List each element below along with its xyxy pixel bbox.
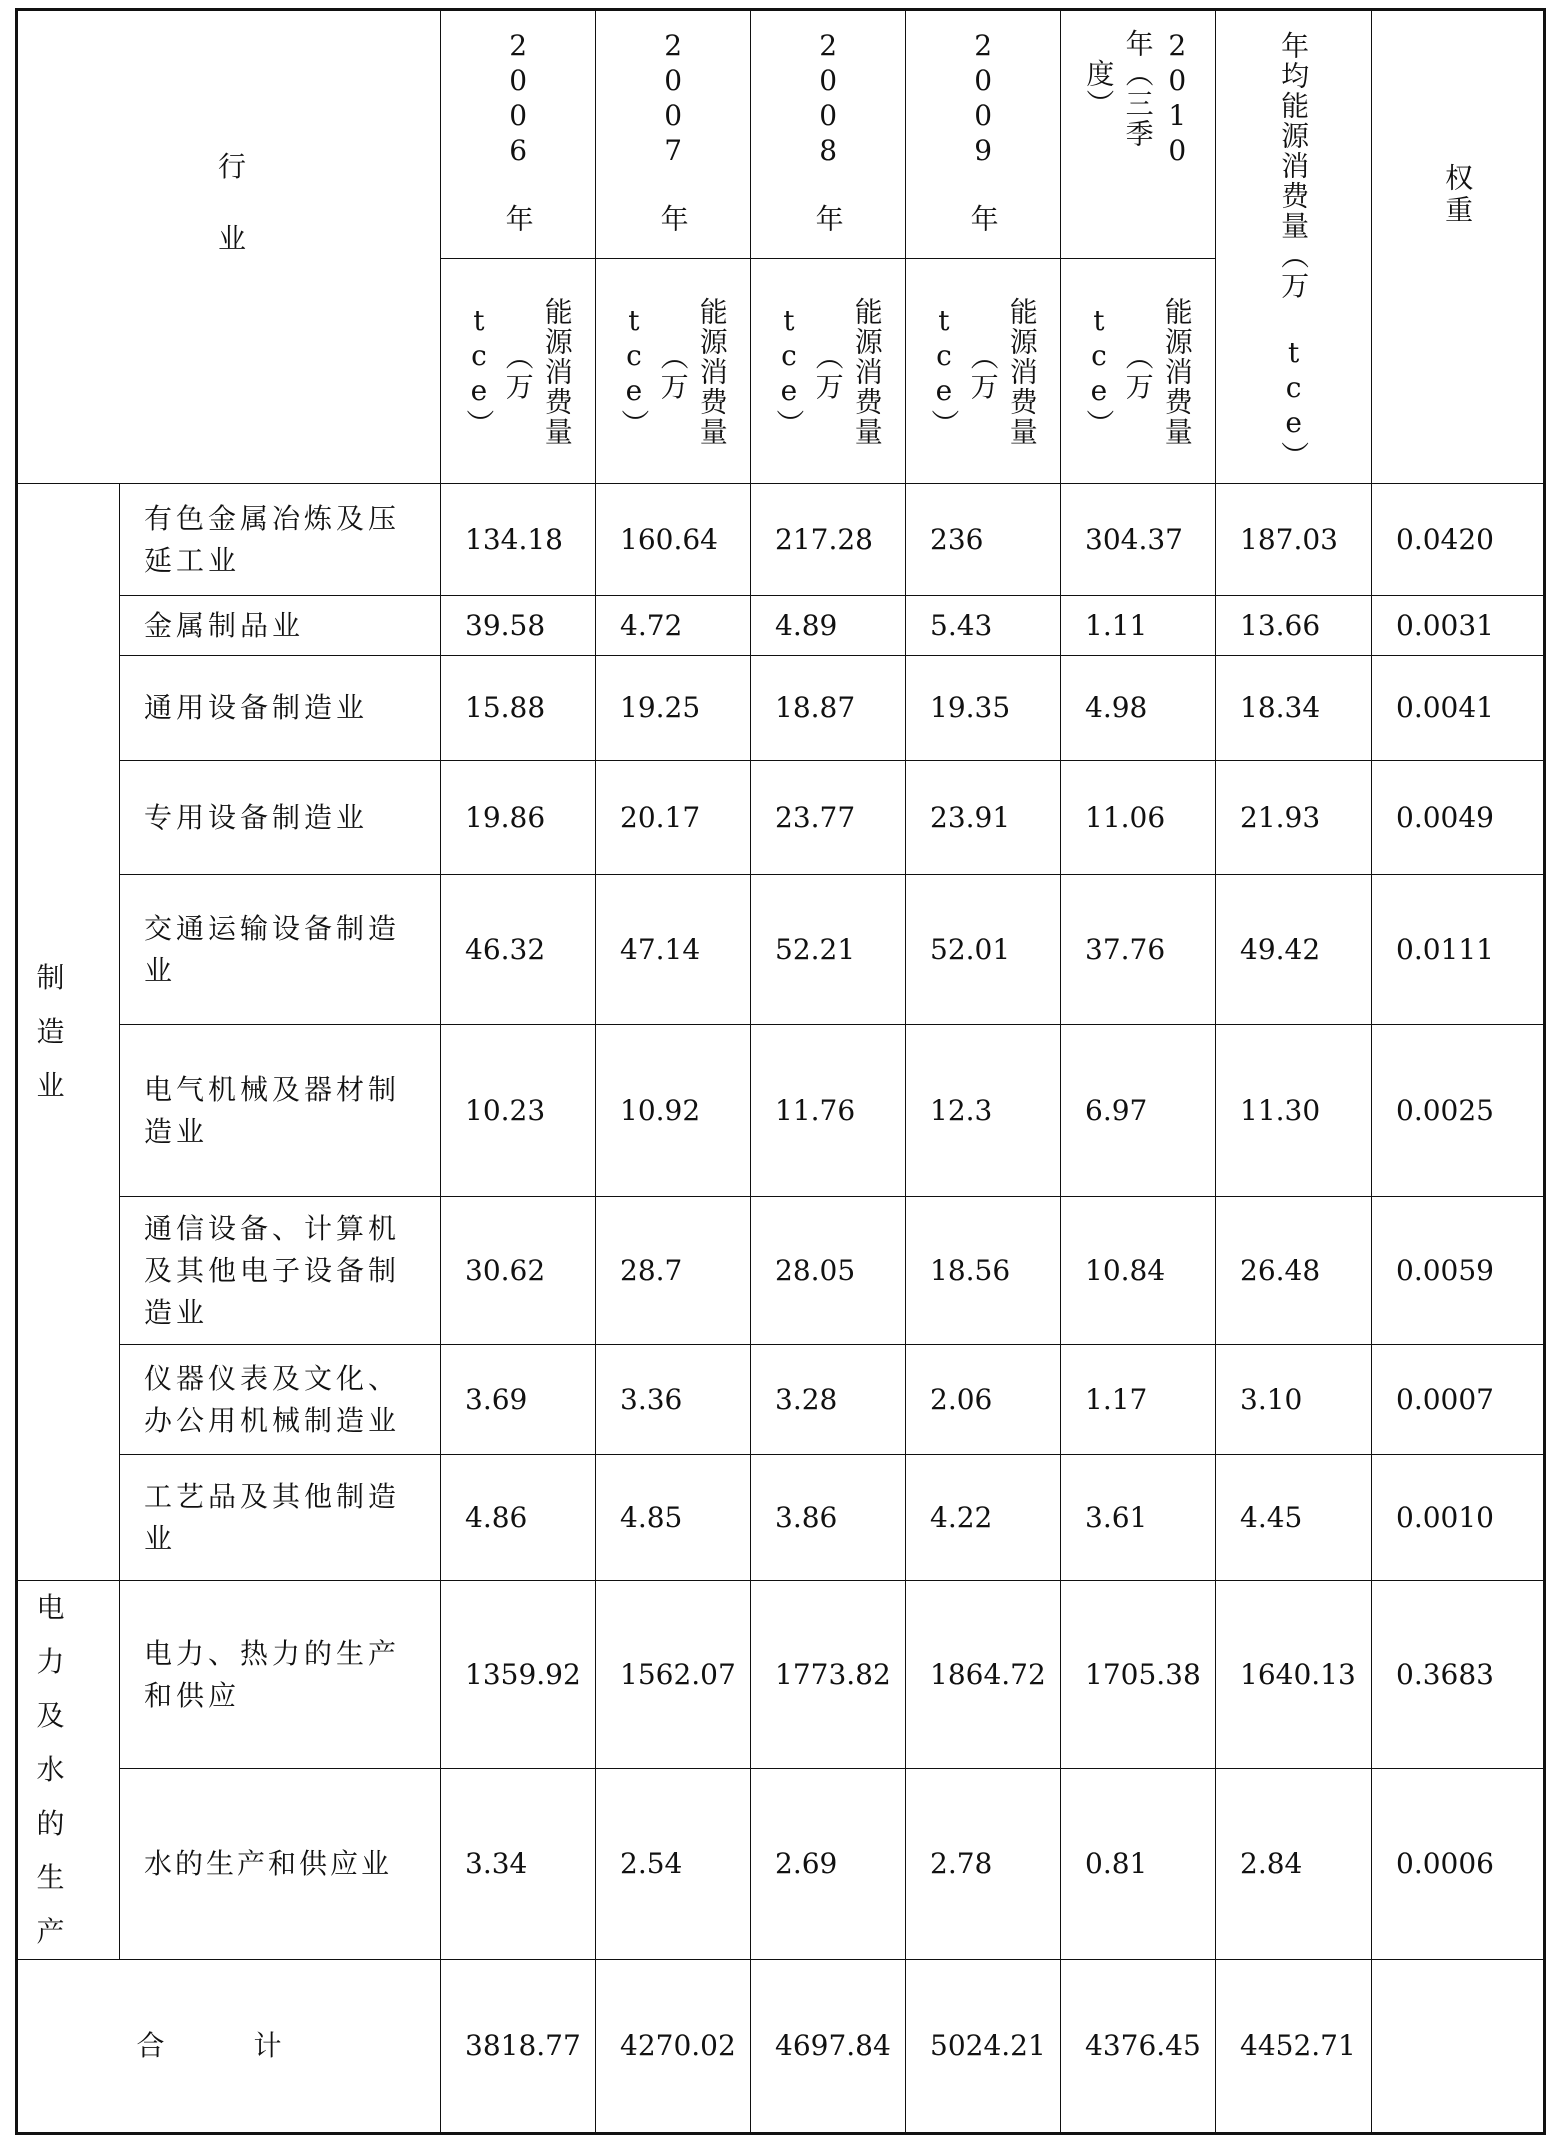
value-2006: 10.23 (441, 1025, 596, 1197)
value-2006: 30.62 (441, 1197, 596, 1345)
industry-name: 交通运输设备制造业 (120, 875, 441, 1025)
value-weight: 0.0041 (1372, 656, 1545, 761)
value-2007: 10.92 (596, 1025, 751, 1197)
table-row (17, 484, 1545, 596)
value-2010: 3.61 (1061, 1455, 1216, 1581)
value-weight: 0.0031 (1372, 596, 1545, 656)
total-2010: 4376.45 (1061, 1960, 1216, 2134)
table-row (17, 1769, 1545, 1960)
value-2008: 23.77 (751, 761, 906, 875)
value-avg: 187.03 (1216, 484, 1372, 596)
table-row (17, 656, 1545, 761)
value-2008: 3.28 (751, 1345, 906, 1455)
value-2008: 217.28 (751, 484, 906, 596)
year-header-2007: 2007 年 (596, 10, 751, 259)
industry-name: 水的生产和供应业 (120, 1769, 441, 1960)
unit-header-2010: 能源消费量（万 tce） (1061, 258, 1216, 483)
value-2007: 20.17 (596, 761, 751, 875)
energy-consumption-table (15, 8, 1546, 2135)
industry-header-cell (17, 10, 441, 484)
value-weight: 0.0059 (1372, 1197, 1545, 1345)
table-row (17, 1025, 1545, 1197)
value-2009: 12.3 (906, 1025, 1061, 1197)
weight-header: 权重 (1372, 10, 1545, 484)
table-row (17, 1345, 1545, 1455)
value-2010: 11.06 (1061, 761, 1216, 875)
value-weight: 0.3683 (1372, 1581, 1545, 1769)
value-avg: 11.30 (1216, 1025, 1372, 1197)
value-2006: 15.88 (441, 656, 596, 761)
table-row (17, 761, 1545, 875)
value-2008: 3.86 (751, 1455, 906, 1581)
year-header-2009: 2009 年 (906, 10, 1061, 259)
table-row (17, 1455, 1545, 1581)
value-weight: 0.0420 (1372, 484, 1545, 596)
value-2009: 236 (906, 484, 1061, 596)
value-2007: 2.54 (596, 1769, 751, 1960)
value-2009: 19.35 (906, 656, 1061, 761)
unit-header-2006: 能源消费量（万 tce） (441, 258, 596, 483)
value-2010: 37.76 (1061, 875, 1216, 1025)
value-avg: 49.42 (1216, 875, 1372, 1025)
header-row-years (17, 10, 1545, 259)
table-row (17, 1581, 1545, 1769)
value-2006: 4.86 (441, 1455, 596, 1581)
value-2006: 39.58 (441, 596, 596, 656)
value-avg: 18.34 (1216, 656, 1372, 761)
value-2006: 19.86 (441, 761, 596, 875)
total-2006: 3818.77 (441, 1960, 596, 2134)
value-2010: 0.81 (1061, 1769, 1216, 1960)
value-2010: 1705.38 (1061, 1581, 1216, 1769)
industry-name: 工艺品及其他制造业 (120, 1455, 441, 1581)
industry-name: 专用设备制造业 (120, 761, 441, 875)
value-2007: 28.7 (596, 1197, 751, 1345)
industry-name: 仪器仪表及文化、办公用机械制造业 (120, 1345, 441, 1455)
industry-name: 金属制品业 (120, 596, 441, 656)
value-weight: 0.0111 (1372, 875, 1545, 1025)
value-avg: 2.84 (1216, 1769, 1372, 1960)
unit-header-2008: 能源消费量（万 tce） (751, 258, 906, 483)
industry-name: 通用设备制造业 (120, 656, 441, 761)
industry-header-label-2: 业 (218, 222, 247, 255)
table-row (17, 596, 1545, 656)
value-2009: 2.06 (906, 1345, 1061, 1455)
value-weight: 0.0049 (1372, 761, 1545, 875)
table-row (17, 1197, 1545, 1345)
total-label: 合 计 (17, 1960, 441, 2134)
total-2009: 5024.21 (906, 1960, 1061, 2134)
total-row (17, 1960, 1545, 2134)
value-2008: 4.89 (751, 596, 906, 656)
value-weight: 0.0006 (1372, 1769, 1545, 1960)
value-2008: 2.69 (751, 1769, 906, 1960)
value-2009: 18.56 (906, 1197, 1061, 1345)
value-2009: 2.78 (906, 1769, 1061, 1960)
value-avg: 4.45 (1216, 1455, 1372, 1581)
value-2007: 4.85 (596, 1455, 751, 1581)
total-avg: 4452.71 (1216, 1960, 1372, 2134)
value-weight: 0.0010 (1372, 1455, 1545, 1581)
value-2010: 304.37 (1061, 484, 1216, 596)
value-2006: 1359.92 (441, 1581, 596, 1769)
total-2007: 4270.02 (596, 1960, 751, 2134)
value-2009: 52.01 (906, 875, 1061, 1025)
value-2010: 4.98 (1061, 656, 1216, 761)
value-2006: 3.69 (441, 1345, 596, 1455)
value-2009: 23.91 (906, 761, 1061, 875)
industry-name: 电力、热力的生产和供应 (120, 1581, 441, 1769)
total-weight (1372, 1960, 1545, 2134)
industry-name: 通信设备、计算机及其他电子设备制造业 (120, 1197, 441, 1345)
value-2006: 134.18 (441, 484, 596, 596)
group-cell-power-water: 电力及水的生产 (17, 1581, 120, 1960)
table-row (17, 875, 1545, 1025)
value-avg: 26.48 (1216, 1197, 1372, 1345)
unit-header-2009: 能源消费量（万 tce） (906, 258, 1061, 483)
value-2007: 1562.07 (596, 1581, 751, 1769)
value-2006: 3.34 (441, 1769, 596, 1960)
value-avg: 3.10 (1216, 1345, 1372, 1455)
value-2009: 4.22 (906, 1455, 1061, 1581)
industry-header-label-1: 行 (218, 150, 247, 183)
value-2007: 3.36 (596, 1345, 751, 1455)
value-weight: 0.0025 (1372, 1025, 1545, 1197)
avg-consumption-header: 年均能源消费量（万 tce） (1216, 10, 1372, 484)
value-2009: 1864.72 (906, 1581, 1061, 1769)
value-2008: 18.87 (751, 656, 906, 761)
value-avg: 13.66 (1216, 596, 1372, 656)
year-header-2010: 2010 年（三季度） (1061, 10, 1216, 259)
value-weight: 0.0007 (1372, 1345, 1545, 1455)
value-2008: 1773.82 (751, 1581, 906, 1769)
unit-header-2007: 能源消费量（万 tce） (596, 258, 751, 483)
value-2010: 6.97 (1061, 1025, 1216, 1197)
value-2007: 19.25 (596, 656, 751, 761)
value-2010: 10.84 (1061, 1197, 1216, 1345)
value-2006: 46.32 (441, 875, 596, 1025)
value-2008: 11.76 (751, 1025, 906, 1197)
industry-name: 电气机械及器材制造业 (120, 1025, 441, 1197)
year-header-2006: 2006 年 (441, 10, 596, 259)
value-avg: 21.93 (1216, 761, 1372, 875)
value-2007: 47.14 (596, 875, 751, 1025)
group-cell-manufacturing: 制造业 (17, 484, 120, 1581)
value-2007: 160.64 (596, 484, 751, 596)
year-header-2008: 2008 年 (751, 10, 906, 259)
total-2008: 4697.84 (751, 1960, 906, 2134)
value-2008: 28.05 (751, 1197, 906, 1345)
industry-name: 有色金属冶炼及压延工业 (120, 484, 441, 596)
value-2010: 1.11 (1061, 596, 1216, 656)
value-2008: 52.21 (751, 875, 906, 1025)
value-2009: 5.43 (906, 596, 1061, 656)
value-avg: 1640.13 (1216, 1581, 1372, 1769)
value-2007: 4.72 (596, 596, 751, 656)
value-2010: 1.17 (1061, 1345, 1216, 1455)
